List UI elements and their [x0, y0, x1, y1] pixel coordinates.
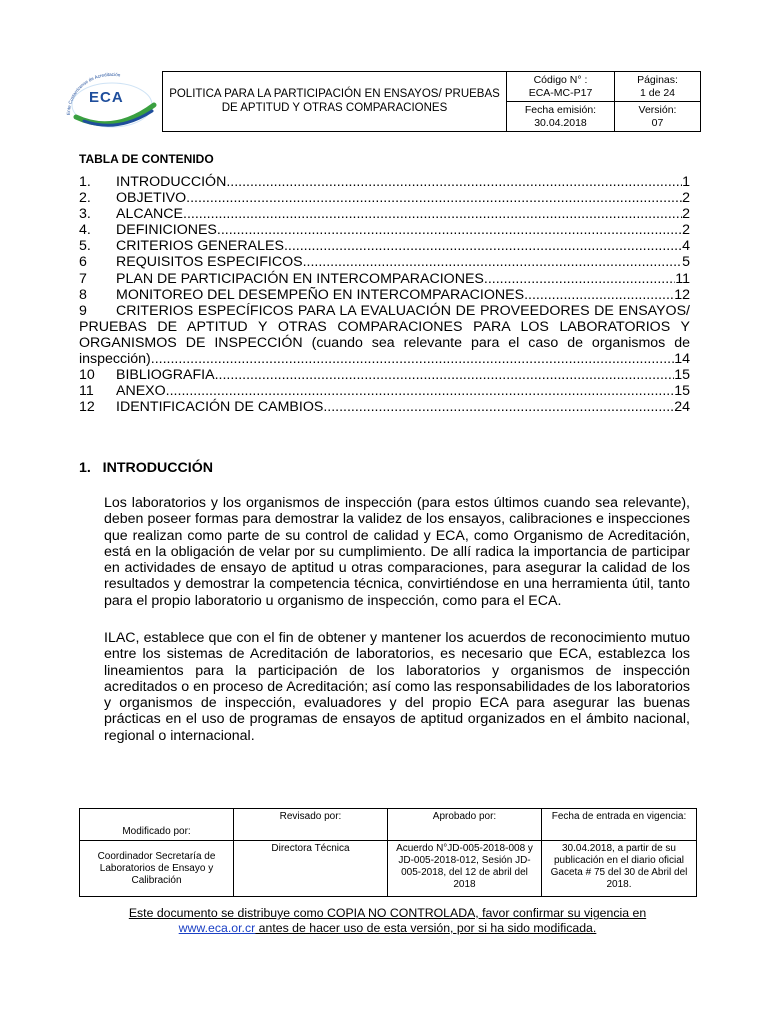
toc-page: 5	[682, 254, 690, 271]
toc-item[interactable]	[79, 206, 690, 222]
toc-title: OBJETIVO	[116, 190, 187, 207]
paginas-cell	[615, 72, 701, 102]
codigo-value: ECA-MC-P17	[528, 86, 593, 99]
toc-num: 3.	[79, 206, 91, 223]
toc-page: 15	[674, 383, 690, 400]
toc-num: 1.	[79, 174, 91, 190]
toc-page: 2	[682, 222, 690, 239]
toc-leader	[303, 254, 683, 270]
toc-page: 14	[674, 351, 690, 368]
toc-leader	[151, 351, 674, 367]
toc-title-line: CRITERIOS ESPECÍFICOS PARA LA EVALUACIÓN DE PROVEEDORES DE ENSAYOS/	[116, 302, 690, 319]
toc-num: 8	[79, 286, 87, 303]
toc-leader	[186, 190, 682, 206]
document-title: POLITICA PARA LA PARTICIPACIÓN EN ENSAYOS/ PRUEBAS DE APTITUD Y OTRAS COMPARACIONES	[163, 72, 507, 132]
logo-arc-text: Ente Costarricense de Acreditación	[65, 71, 121, 116]
approval-header: Aprobado por:	[388, 809, 542, 841]
document-header	[62, 71, 700, 131]
toc-item[interactable]	[79, 222, 690, 238]
paginas-label: Páginas:	[637, 74, 678, 87]
toc-title: ANEXO	[116, 383, 166, 400]
toc-title: REQUISITOS ESPECIFICOS	[116, 254, 303, 271]
eca-website-link[interactable]: www.eca.or.cr	[178, 921, 256, 935]
toc-item-9-line	[79, 303, 690, 319]
toc-title: CRITERIOS GENERALES	[116, 238, 284, 255]
toc-num: 2.	[79, 190, 91, 207]
approval-header: Revisado por:	[234, 809, 388, 841]
toc-title: MONITOREO DEL DESEMPEÑO EN INTERCOMPARACIONES	[116, 286, 525, 303]
toc-page: 12	[674, 286, 690, 303]
toc-item[interactable]	[79, 367, 690, 383]
toc-heading: TABLA DE CONTENIDO	[79, 152, 214, 166]
version-label: Versión:	[638, 104, 677, 117]
distribution-note-line2: antes de hacer uso de esta versión, por si ha sido modificada.	[255, 921, 597, 935]
distribution-note-line1: Este documento se distribuye como COPIA NO CONTROLADA, favor confirmar su vigencia en	[128, 906, 647, 920]
toc-page: 2	[682, 206, 690, 223]
toc-page: 24	[674, 399, 690, 416]
toc-item[interactable]	[79, 238, 690, 254]
toc-num: 12	[79, 399, 95, 416]
eca-logo	[62, 71, 162, 131]
table-of-contents	[79, 174, 690, 415]
toc-leader	[524, 287, 674, 303]
toc-num: 4.	[79, 222, 91, 239]
toc-item[interactable]	[79, 399, 690, 415]
paragraph: Los laboratorios y los organismos de inspección (para estos últimos cuando sea relevante), deben poseer formas para demostrar la validez de los ensayos, calibraciones e inspecciones que realizan como parte de su control de calidad y ECA, como Organismo de Acreditación, está en la obligación de velar por su cumplimiento. De allí radica la importancia de participar en actividades de ensayo de aptitud u otras comparaciones, para asegurar la calidad de los resultados y demostrar la competencia técnica, convirtiéndose en una herramienta útil, tanto para el propio laboratorio u organismo de inspección, como para el ECA.	[104, 495, 690, 609]
toc-item[interactable]	[79, 271, 690, 287]
toc-page: 4	[682, 238, 690, 255]
section-heading: 1. INTRODUCCIÓN	[79, 460, 213, 476]
toc-num: 10	[79, 367, 95, 384]
toc-leader	[166, 383, 675, 399]
toc-leader	[284, 238, 682, 254]
toc-item[interactable]	[79, 254, 690, 270]
version-cell	[615, 102, 701, 132]
toc-title: IDENTIFICACIÓN DE CAMBIOS	[116, 399, 324, 416]
toc-item-9-line: PRUEBAS DE APTITUD Y OTRAS COMPARACIONES PARA LOS LABORATORIOS Y	[79, 318, 690, 335]
toc-item[interactable]	[79, 174, 690, 190]
approval-value: Directora Técnica	[234, 841, 388, 897]
distribution-note	[79, 906, 696, 936]
approval-value: Coordinador Secretaría de Laboratorios de Ensayo y Calibración	[80, 841, 234, 897]
toc-num: 5.	[79, 238, 91, 255]
codigo-label: Código N° :	[533, 74, 588, 87]
toc-leader	[323, 399, 674, 415]
toc-page: 2	[682, 190, 690, 207]
toc-item-9-last-line	[79, 351, 690, 367]
toc-item[interactable]	[79, 287, 690, 303]
version-value: 07	[651, 116, 664, 129]
toc-page: 1	[682, 174, 690, 190]
toc-num: 9	[79, 302, 87, 319]
logo-text: ECA	[89, 89, 124, 106]
approval-header: Fecha de entrada en vigencia:	[542, 809, 697, 841]
approval-value: Acuerdo N°JD-005-2018-008 y JD-005-2018-012, Sesión JD-005-2018, del 12 de abril del 2018	[388, 841, 542, 897]
toc-page: 11	[675, 270, 690, 287]
toc-title: DEFINICIONES	[116, 222, 217, 239]
toc-item-9-line: ORGANISMOS DE INSPECCIÓN (cuando sea relevante para el caso de organismos de	[79, 334, 690, 351]
approval-value: 30.04.2018, a partir de su publicación en el diario oficial Gaceta # 75 del 30 de Abril del 2018.	[542, 841, 697, 897]
toc-num: 7	[79, 270, 87, 287]
toc-page: 15	[674, 367, 690, 384]
toc-leader	[217, 222, 682, 238]
toc-leader	[484, 271, 675, 287]
toc-item-9[interactable]	[79, 303, 690, 367]
toc-title: PLAN DE PARTICIPACIÓN EN INTERCOMPARACIONES	[116, 270, 484, 287]
toc-leader	[183, 206, 682, 222]
approval-table	[79, 808, 697, 897]
toc-title: BIBLIOGRAFIA	[116, 367, 215, 384]
approval-header: Modificado por:	[80, 809, 234, 841]
toc-title: INTRODUCCIÓN	[116, 174, 227, 190]
fecha-cell	[507, 102, 615, 132]
toc-leader	[226, 174, 682, 190]
paragraph: ILAC, establece que con el fin de obtener y mantener los acuerdos de reconocimiento mutuo entre los sistemas de Acreditación de laboratorios, es necesario que ECA, establezca los lineamientos para la participación de los laboratorios y organismos de inspección acreditados o en proceso de Acreditación; así como las responsabilidades de los laboratorios y organismos de inspección, evaluadores y del propio ECA para asegurar las buenas prácticas en el uso de programas de ensayos de aptitud organizados en el ámbito nacional, regional o internacional.	[104, 630, 690, 744]
fecha-label: Fecha emisión:	[524, 104, 597, 117]
toc-item[interactable]	[79, 383, 690, 399]
toc-num: 6	[79, 254, 87, 271]
paginas-value: 1 de 24	[639, 86, 676, 99]
header-table	[162, 71, 701, 132]
toc-title-line: inspección)	[79, 351, 151, 368]
codigo-cell	[507, 72, 615, 102]
toc-title: ALCANCE	[116, 206, 184, 223]
toc-item[interactable]	[79, 190, 690, 206]
fecha-value: 30.04.2018	[534, 116, 587, 129]
toc-leader	[215, 367, 675, 383]
toc-num: 11	[79, 383, 94, 400]
